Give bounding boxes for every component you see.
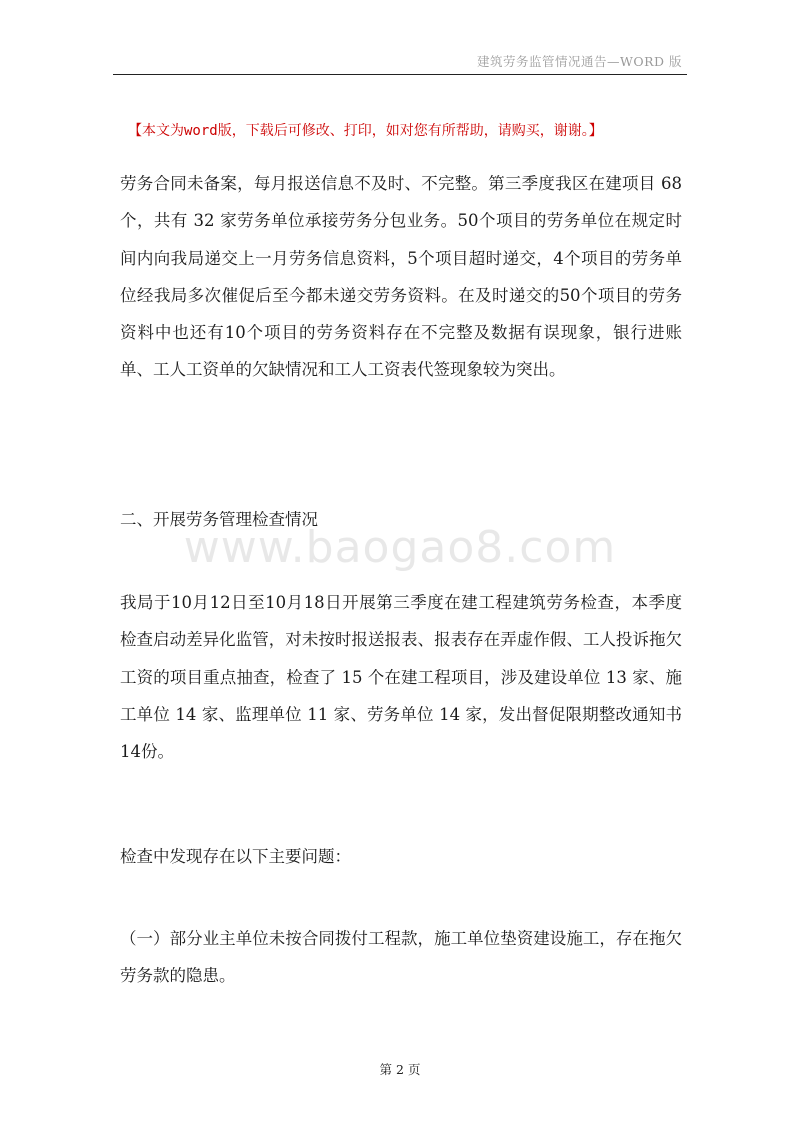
header-title: 建筑劳务监管情况通告—WORD 版 [476, 54, 682, 69]
paragraph-inspection-details: 我局于10月12日至10月18日开展第三季度在建工程建筑劳务检查，本季度检查启动差异化监管，对未按时报送报表、报表存在弄虚作假、工人投诉拖欠工资的项目重点抽查，检查了 15 个在建工程项目，涉及建设单位 13 家、施工单位 14 家、监理单位 11 家、劳务单位 14 家，发出督促限期整改通知书14份。 [120, 593, 682, 762]
paragraph-issues-intro: 检查中发现存在以下主要问题： [120, 847, 351, 866]
watermark: www.baogao8.com [183, 522, 617, 573]
purchase-notice: 【本文为word版，下载后可修改、打印，如对您有所帮助，请购买，谢谢。】 [128, 123, 603, 139]
section-heading-inspection: 二、开展劳务管理检查情况 [120, 510, 318, 529]
paragraph-labor-contract: 劳务合同未备案，每月报送信息不及时、不完整。第三季度我区在建项目 68 个，共有 32 家劳务单位承接劳务分包业务。50个项目的劳务单位在规定时间内向我局递交上一月劳务信息资料，5个项目超时递交，4个项目的劳务单位经我局多次催促后至今都未递交劳务资料。在及时递交的50个项目的劳务资料中也还有10个项目的劳务资料存在不完整及数据有误现象，银行进账单、工人工资单的欠缺情况和工人工资表代签现象较为突出。 [120, 174, 682, 380]
page-number: 第 2 页 [379, 1062, 421, 1077]
paragraph-issue-one: （一）部分业主单位未按合同拨付工程款，施工单位垫资建设施工，存在拖欠劳务款的隐患。 [120, 929, 682, 986]
header-divider [113, 74, 687, 75]
